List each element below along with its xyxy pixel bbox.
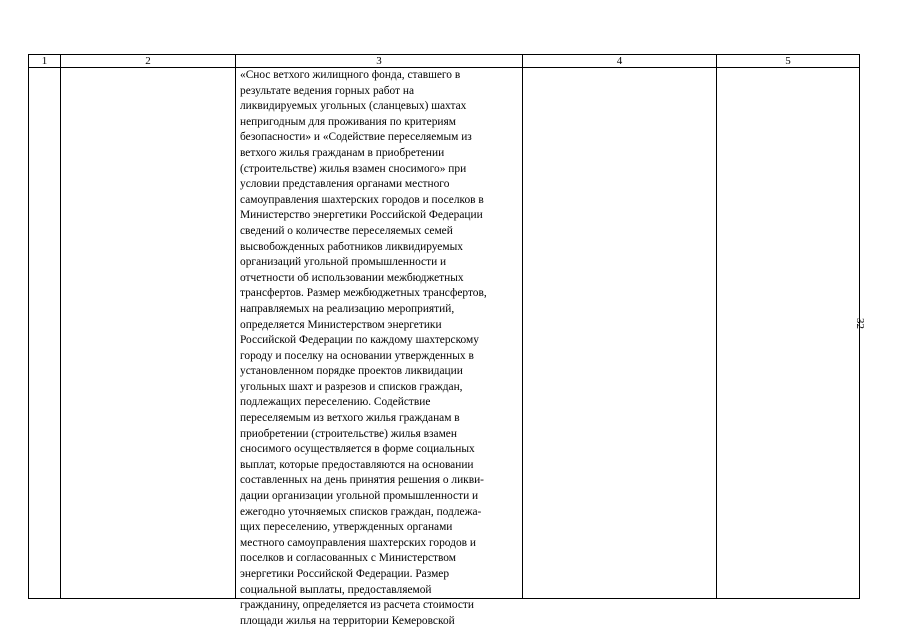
text-line: ветхого жилья гражданам в приобретении (240, 146, 445, 159)
text-line: сносимого осуществляется в форме социальных (240, 443, 475, 456)
text-line: площади жилья на территории Кемеровской (240, 614, 455, 627)
text-line: условии представления органами местного (240, 178, 450, 191)
text-line: трансфертов. Размер межбюджетных трансфертов, (240, 287, 487, 300)
text-line: угольных шахт и разрезов и списков граждан, (240, 380, 463, 393)
text-line: социальной выплаты, предоставляемой (240, 583, 432, 596)
column-header-5: 5 (785, 55, 791, 67)
text-line: самоуправления шахтерских городов и поселков в (240, 193, 484, 206)
text-line: энергетики Российской Федерации. Размер (240, 568, 450, 580)
text-line: гражданину, определяется из расчета стоимости (240, 599, 474, 612)
page-number: 32 (854, 318, 866, 329)
text-line: ликвидируемых угольных (сланцевых) шахтах (240, 100, 467, 113)
text-line: направляемых на реализацию мероприятий, (240, 302, 455, 315)
text-line: отчетности об использовании межбюджетных (240, 271, 464, 284)
text-line: Министерство энергетики Российской Федерации (240, 209, 483, 222)
text-line: определяется Министерством энергетики (240, 318, 442, 331)
text-line: местного самоуправления шахтерских городов и (240, 536, 476, 549)
column-divider (716, 55, 717, 598)
text-line: выплат, которые предоставляются на основании (240, 458, 474, 471)
text-line: дации организации угольной промышленности и (240, 490, 479, 503)
text-line: Российской Федерации по каждому шахтерскому (240, 334, 479, 347)
text-line: составленных на день принятия решения о ликви- (240, 474, 484, 487)
column-3-text (240, 68, 532, 629)
text-line: переселяемым из ветхого жилья гражданам в (240, 412, 460, 425)
text-line: непригодным для проживания по критериям (240, 115, 456, 128)
column-header-3: 3 (376, 55, 382, 67)
text-line: приобретении (строительстве) жилья взамен (240, 427, 457, 440)
text-line: подлежащих переселению. Содействие (240, 396, 431, 409)
column-divider (60, 55, 61, 598)
text-line: результате ведения горных работ на (240, 84, 415, 97)
text-line: «Снос ветхого жилищного фонда, ставшего в (240, 69, 461, 81)
text-line: организаций угольной промышленности и (240, 256, 447, 269)
column-header-2: 2 (145, 55, 151, 67)
text-line: ежегодно уточняемых списков граждан, подлежа- (240, 505, 482, 518)
text-line: сведений о количестве переселяемых семей (240, 224, 453, 237)
text-line: установленном порядке проектов ликвидации (240, 365, 463, 378)
text-line: поселков и согласованных с Министерством (240, 552, 456, 565)
text-line: высвобожденных работников ликвидируемых (240, 240, 463, 253)
column-header-4: 4 (616, 55, 623, 67)
text-line: щих переселению, утвержденных органами (240, 521, 453, 534)
column-divider (235, 55, 236, 598)
column-header-1: 1 (41, 55, 48, 67)
document-table (28, 54, 860, 627)
text-line: городу и поселку на основании утвержденных в (240, 349, 474, 362)
text-line: безопасности» и «Содействие переселяемым из (240, 131, 472, 144)
text-line: (строительстве) жилья взамен сносимого» при (240, 162, 467, 175)
